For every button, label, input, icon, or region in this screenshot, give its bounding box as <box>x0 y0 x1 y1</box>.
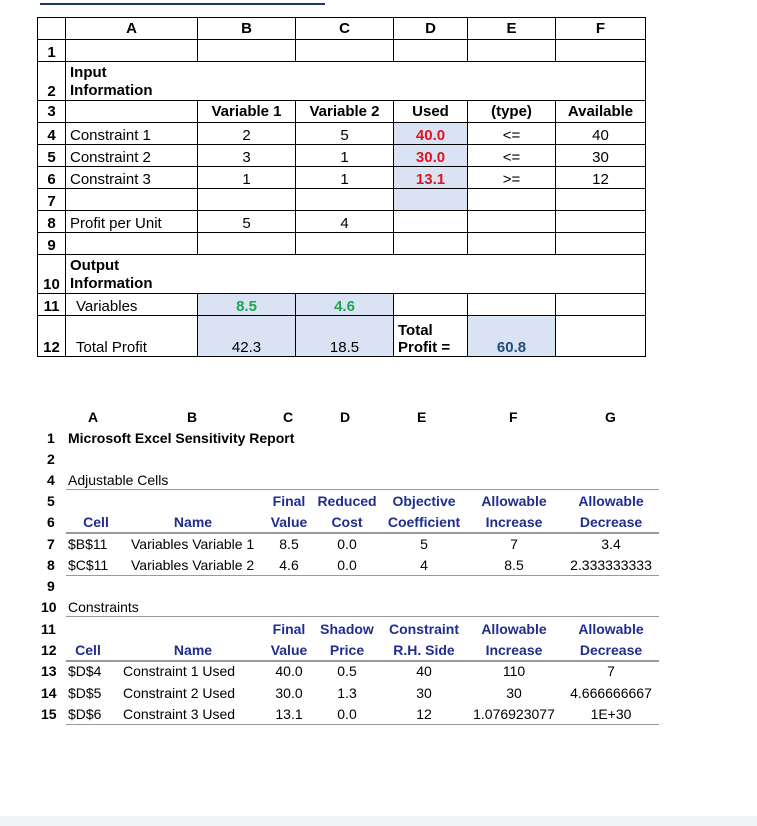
report-row-number[interactable]: 15 <box>41 706 57 722</box>
con-row-value[interactable]: 30.0 <box>275 685 303 701</box>
report-row-number[interactable]: 4 <box>47 472 55 488</box>
row-number[interactable]: 2 <box>38 62 66 101</box>
cell-d11[interactable] <box>394 294 468 316</box>
adj-header-cost: Cost <box>331 514 363 530</box>
column-header-c[interactable]: C <box>296 18 394 40</box>
report-col-a[interactable]: A <box>88 409 99 425</box>
cell-f8[interactable] <box>556 211 646 233</box>
cell-e11[interactable] <box>468 294 556 316</box>
cell-c9[interactable] <box>296 233 394 255</box>
constraints-divider <box>66 616 659 617</box>
cell-d5[interactable]: 30.0 <box>394 145 468 167</box>
con-header-rhs: R.H. Side <box>393 642 455 658</box>
report-col-g[interactable]: G <box>605 409 616 425</box>
cell-c1[interactable] <box>296 40 394 62</box>
row-number[interactable]: 11 <box>38 294 66 316</box>
column-header-row <box>38 18 646 40</box>
cell-b5[interactable]: 3 <box>198 145 296 167</box>
row-number[interactable]: 8 <box>38 211 66 233</box>
con-row-dec[interactable]: 7 <box>607 663 615 679</box>
adjustable-cells-label: Adjustable Cells <box>68 472 169 488</box>
cell-d8[interactable] <box>394 211 468 233</box>
row-number[interactable]: 5 <box>38 145 66 167</box>
report-row-number[interactable]: 9 <box>47 578 55 594</box>
cell-c7[interactable] <box>296 189 394 211</box>
con-header-constraint: Constraint <box>389 621 459 637</box>
report-row-number[interactable]: 14 <box>41 685 57 701</box>
con-row-rhs[interactable]: 40 <box>416 663 432 679</box>
report-row-number[interactable]: 7 <box>47 536 55 552</box>
report-col-f[interactable]: F <box>509 409 518 425</box>
cell-c8[interactable]: 4 <box>296 211 394 233</box>
cell-c3[interactable]: Variable 2 <box>296 101 394 123</box>
report-row-number[interactable]: 6 <box>47 514 55 530</box>
cell-a6[interactable]: Constraint 3 <box>66 167 198 189</box>
cell-e1[interactable] <box>468 40 556 62</box>
con-row-rhs[interactable]: 12 <box>416 706 432 722</box>
cell-c5[interactable]: 1 <box>296 145 394 167</box>
adj-header-increase: Increase <box>485 514 543 530</box>
con-row-value[interactable]: 13.1 <box>275 706 303 722</box>
cell-b9[interactable] <box>198 233 296 255</box>
report-row-number[interactable]: 5 <box>47 493 55 509</box>
con-row-inc[interactable]: 110 <box>502 663 526 679</box>
row-number[interactable]: 9 <box>38 233 66 255</box>
cell-b3[interactable]: Variable 1 <box>198 101 296 123</box>
adj-header-allowable-dec: Allowable <box>578 493 644 509</box>
row-7 <box>38 189 646 211</box>
sensitivity-report <box>0 400 757 740</box>
cell-f12[interactable] <box>556 316 646 357</box>
cell-b4[interactable]: 2 <box>198 123 296 145</box>
adj-header-reduced: Reduced <box>317 493 377 509</box>
con-header-name: Name <box>173 642 213 658</box>
row-number[interactable]: 4 <box>38 123 66 145</box>
cell-e8[interactable] <box>468 211 556 233</box>
con-header-value: Value <box>270 642 308 658</box>
adj-row-coef[interactable]: 5 <box>420 536 428 552</box>
row-12 <box>38 316 646 357</box>
adj-row-cost[interactable]: 0.0 <box>337 557 357 573</box>
con-row-cell[interactable]: $D$6 <box>68 706 102 722</box>
con-row-cell[interactable]: $D$4 <box>68 663 102 679</box>
row-number[interactable]: 10 <box>38 255 66 294</box>
cell-c11[interactable]: 4.6 <box>296 294 394 316</box>
cell-e9[interactable] <box>468 233 556 255</box>
report-col-c[interactable]: C <box>283 409 294 425</box>
cell-d4[interactable]: 40.0 <box>394 123 468 145</box>
column-header-a[interactable]: A <box>66 18 198 40</box>
cell-f7[interactable] <box>556 189 646 211</box>
cell-a5[interactable]: Constraint 2 <box>66 145 198 167</box>
cell-a4[interactable]: Constraint 1 <box>66 123 198 145</box>
cell-f6[interactable]: 12 <box>556 167 646 189</box>
cell-c6[interactable]: 1 <box>296 167 394 189</box>
con-bottom-rule <box>66 724 659 725</box>
row-number[interactable]: 1 <box>38 40 66 62</box>
cell-e12[interactable]: 60.8 <box>468 316 556 357</box>
adj-row-coef[interactable]: 4 <box>420 557 428 573</box>
cell-e5[interactable]: <= <box>468 145 556 167</box>
adj-row-name[interactable]: Variables Variable 1 <box>131 536 255 552</box>
adj-row-value[interactable]: 8.5 <box>279 536 299 552</box>
report-col-e[interactable]: E <box>417 409 427 425</box>
cell-a7[interactable] <box>66 189 198 211</box>
cell-f9[interactable] <box>556 233 646 255</box>
cell-e4[interactable]: <= <box>468 123 556 145</box>
row-10 <box>38 255 646 294</box>
row-1 <box>38 40 646 62</box>
adj-row-cell[interactable]: $B$11 <box>68 536 108 552</box>
con-header-allowable-inc: Allowable <box>481 621 547 637</box>
row-6 <box>38 167 646 189</box>
con-row-name[interactable]: Constraint 3 Used <box>123 706 236 722</box>
report-title: Microsoft Excel Sensitivity Report <box>68 430 295 446</box>
cell-e6[interactable]: >= <box>468 167 556 189</box>
con-row-name[interactable]: Constraint 1 Used <box>123 663 236 679</box>
con-row-dec[interactable]: 1E+30 <box>590 706 632 722</box>
column-header-f[interactable]: F <box>556 18 646 40</box>
adj-header-value: Value <box>270 514 308 530</box>
constraints-label: Constraints <box>68 599 139 615</box>
row-number[interactable]: 7 <box>38 189 66 211</box>
adj-header-final: Final <box>272 493 306 509</box>
report-row-number[interactable]: 1 <box>47 430 55 446</box>
cell-f11[interactable] <box>556 294 646 316</box>
lp-model-sheet <box>37 17 646 357</box>
con-row-inc[interactable]: 30 <box>506 685 522 701</box>
cell-a9[interactable] <box>66 233 198 255</box>
adj-row-inc[interactable]: 8.5 <box>504 557 524 573</box>
adj-header-rule <box>66 532 659 534</box>
report-row-number[interactable]: 2 <box>47 451 55 467</box>
adj-header-coefficient: Coefficient <box>387 514 461 530</box>
cell-d7[interactable] <box>394 189 468 211</box>
report-row-number[interactable]: 8 <box>47 557 55 573</box>
adj-header-name: Name <box>173 514 213 530</box>
cell-c12[interactable]: 18.5 <box>296 316 394 357</box>
con-header-increase: Increase <box>485 642 543 658</box>
con-header-decrease: Decrease <box>579 642 643 658</box>
cell-d12[interactable]: Total Profit = <box>394 316 468 357</box>
cell-b6[interactable]: 1 <box>198 167 296 189</box>
cell-b8[interactable]: 5 <box>198 211 296 233</box>
row-3 <box>38 101 646 123</box>
report-row-number[interactable]: 12 <box>41 642 57 658</box>
adj-row-dec[interactable]: 3.4 <box>601 536 621 552</box>
row-number[interactable]: 6 <box>38 167 66 189</box>
adj-row-dec[interactable]: 2.333333333 <box>570 557 652 573</box>
adj-row-cell[interactable]: $C$11 <box>68 557 109 573</box>
cell-d1[interactable] <box>394 40 468 62</box>
con-header-cell: Cell <box>75 642 101 658</box>
cell-f4[interactable]: 40 <box>556 123 646 145</box>
report-row-number[interactable]: 13 <box>41 663 57 679</box>
con-row-inc[interactable]: 1.076923077 <box>473 706 555 722</box>
con-row-cell[interactable]: $D$5 <box>68 685 102 701</box>
adj-bottom-rule <box>66 575 659 576</box>
cell-f3[interactable]: Available <box>556 101 646 123</box>
cell-a3[interactable] <box>66 101 198 123</box>
cell-d9[interactable] <box>394 233 468 255</box>
con-row-price[interactable]: 0.5 <box>337 663 357 679</box>
cell-b12[interactable]: 42.3 <box>198 316 296 357</box>
con-row-price[interactable]: 0.0 <box>337 706 357 722</box>
con-row-price[interactable]: 1.3 <box>337 685 357 701</box>
row-4 <box>38 123 646 145</box>
adj-row-inc[interactable]: 7 <box>510 536 518 552</box>
con-header-price: Price <box>329 642 365 658</box>
row-number[interactable]: 3 <box>38 101 66 123</box>
cell-b1[interactable] <box>198 40 296 62</box>
cell-d3[interactable]: Used <box>394 101 468 123</box>
adjustable-divider <box>66 489 659 490</box>
adj-row-name[interactable]: Variables Variable 2 <box>131 557 255 573</box>
top-underline <box>40 0 325 5</box>
bottom-bar <box>0 816 757 826</box>
adj-header-cell: Cell <box>83 514 109 530</box>
con-header-allowable-dec: Allowable <box>578 621 644 637</box>
column-header-d[interactable]: D <box>394 18 468 40</box>
adj-row-cost[interactable]: 0.0 <box>337 536 357 552</box>
row-9 <box>38 233 646 255</box>
row-5 <box>38 145 646 167</box>
row-2 <box>38 62 646 101</box>
report-col-d[interactable]: D <box>340 409 351 425</box>
cell-d6[interactable]: 13.1 <box>394 167 468 189</box>
cell-b11[interactable]: 8.5 <box>198 294 296 316</box>
con-row-name[interactable]: Constraint 2 Used <box>123 685 236 701</box>
cell-c4[interactable]: 5 <box>296 123 394 145</box>
con-header-shadow: Shadow <box>320 621 374 637</box>
column-header-b[interactable]: B <box>198 18 296 40</box>
adj-header-decrease: Decrease <box>579 514 643 530</box>
report-row-number[interactable]: 11 <box>41 621 56 637</box>
cell-a1[interactable] <box>66 40 198 62</box>
corner-cell[interactable] <box>38 18 66 40</box>
report-col-b[interactable]: B <box>187 409 198 425</box>
cell-e7[interactable] <box>468 189 556 211</box>
adj-header-objective: Objective <box>392 493 456 509</box>
cell-a11[interactable]: Variables <box>66 294 198 316</box>
con-header-final: Final <box>272 621 306 637</box>
column-header-e[interactable]: E <box>468 18 556 40</box>
cell-e3[interactable]: (type) <box>468 101 556 123</box>
row-number[interactable]: 12 <box>38 316 66 357</box>
con-row-rhs[interactable]: 30 <box>416 685 432 701</box>
input-information-heading[interactable]: Input Information <box>66 62 646 101</box>
report-row-number[interactable]: 10 <box>41 599 57 615</box>
con-row-value[interactable]: 40.0 <box>275 663 303 679</box>
output-information-heading[interactable]: Output Information <box>66 255 646 294</box>
con-row-dec[interactable]: 4.666666667 <box>570 685 652 701</box>
adj-header-allowable-inc: Allowable <box>481 493 547 509</box>
cell-f5[interactable]: 30 <box>556 145 646 167</box>
cell-a12[interactable]: Total Profit <box>66 316 198 357</box>
cell-f1[interactable] <box>556 40 646 62</box>
row-11 <box>38 294 646 316</box>
row-8 <box>38 211 646 233</box>
cell-b7[interactable] <box>198 189 296 211</box>
cell-a8[interactable]: Profit per Unit <box>66 211 198 233</box>
adj-row-value[interactable]: 4.6 <box>279 557 299 573</box>
